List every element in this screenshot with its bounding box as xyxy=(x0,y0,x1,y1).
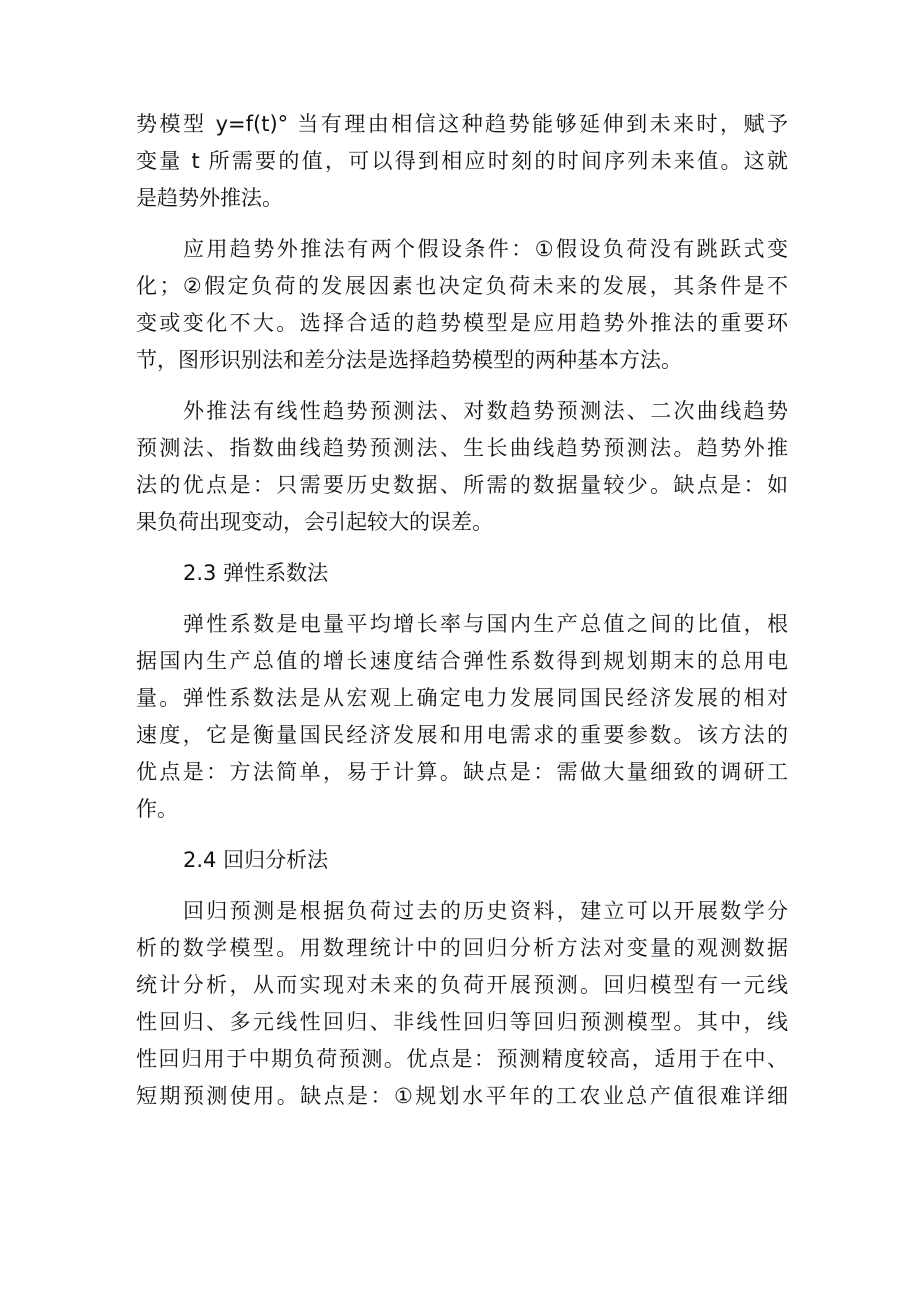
text-line: 弹性系数是电量平均增长率与国内生产总值之间的比值，根 xyxy=(183,612,788,636)
paragraph-assumptions xyxy=(136,231,788,379)
text-line: 势模型 y=f(t)° 当有理由相信这种趋势能够延伸到未来时，赋予 xyxy=(136,112,788,136)
text-line: 预测法、指数曲线趋势预测法、生长曲线趋势预测法。趋势外推 xyxy=(136,436,788,460)
text-line: 回归预测是根据负荷过去的历史资料，建立可以开展数学分 xyxy=(183,899,788,923)
paragraph-elasticity xyxy=(136,606,788,828)
text-line: 析的数学模型。用数理统计中的回归分析方法对变量的观测数据 xyxy=(136,936,788,960)
text-line: 应用趋势外推法有两个假设条件：①假设负荷没有跳跃式变 xyxy=(183,237,788,261)
heading-text: 2.4 回归分析法 xyxy=(183,848,329,872)
text-line: 据国内生产总值的增长速度结合弹性系数得到规划期末的总用电 xyxy=(136,649,788,673)
text-line: 速度，它是衡量国民经济发展和用电需求的重要参数。该方法的 xyxy=(136,723,788,747)
paragraph-regression xyxy=(136,893,788,1115)
text-line: 统计分析，从而实现对未来的负荷开展预测。回归模型有一元线 xyxy=(136,973,788,997)
text-line: 节，图形识别法和差分法是选择趋势模型的两种基本方法。 xyxy=(136,348,682,372)
text-line: 量。弹性系数法是从宏观上确定电力发展同国民经济发展的相对 xyxy=(136,686,788,710)
text-line: 果负荷出现变动，会引起较大的误差。 xyxy=(136,510,493,534)
paragraph-gap xyxy=(136,879,788,893)
text-line: 作。 xyxy=(136,797,178,821)
text-line: 化；②假定负荷的发展因素也决定负荷未来的发展，其条件是不 xyxy=(136,274,788,298)
paragraph-gap xyxy=(136,541,788,555)
text-line: 是趋势外推法。 xyxy=(136,186,283,210)
paragraph-gap xyxy=(136,217,788,231)
text-line: 变或变化不大。选择合适的趋势模型是应用趋势外推法的重要环 xyxy=(136,311,788,335)
paragraph-gap xyxy=(136,379,788,393)
paragraph-gap xyxy=(136,592,788,606)
document-body xyxy=(136,106,788,1115)
text-line: 短期预测使用。缺点是：①规划水平年的工农业总产值很难详细 xyxy=(136,1084,788,1108)
heading-text: 2.3 弹性系数法 xyxy=(183,561,329,585)
section-heading-2-3 xyxy=(136,555,788,592)
paragraph-trend-model xyxy=(136,106,788,217)
text-line: 性回归用于中期负荷预测。优点是：预测精度较高，适用于在中、 xyxy=(136,1047,788,1071)
text-line: 优点是：方法简单，易于计算。缺点是：需做大量细致的调研工 xyxy=(136,760,788,784)
text-line: 法的优点是：只需要历史数据、所需的数据量较少。缺点是：如 xyxy=(136,473,788,497)
text-line: 变量 t 所需要的值，可以得到相应时刻的时间序列未来值。这就 xyxy=(136,149,788,173)
text-line: 外推法有线性趋势预测法、对数趋势预测法、二次曲线趋势 xyxy=(183,399,788,423)
section-heading-2-4 xyxy=(136,842,788,879)
text-line: 性回归、多元线性回归、非线性回归等回归预测模型。其中，线 xyxy=(136,1010,788,1034)
paragraph-gap xyxy=(136,828,788,842)
paragraph-extrapolation-methods xyxy=(136,393,788,541)
